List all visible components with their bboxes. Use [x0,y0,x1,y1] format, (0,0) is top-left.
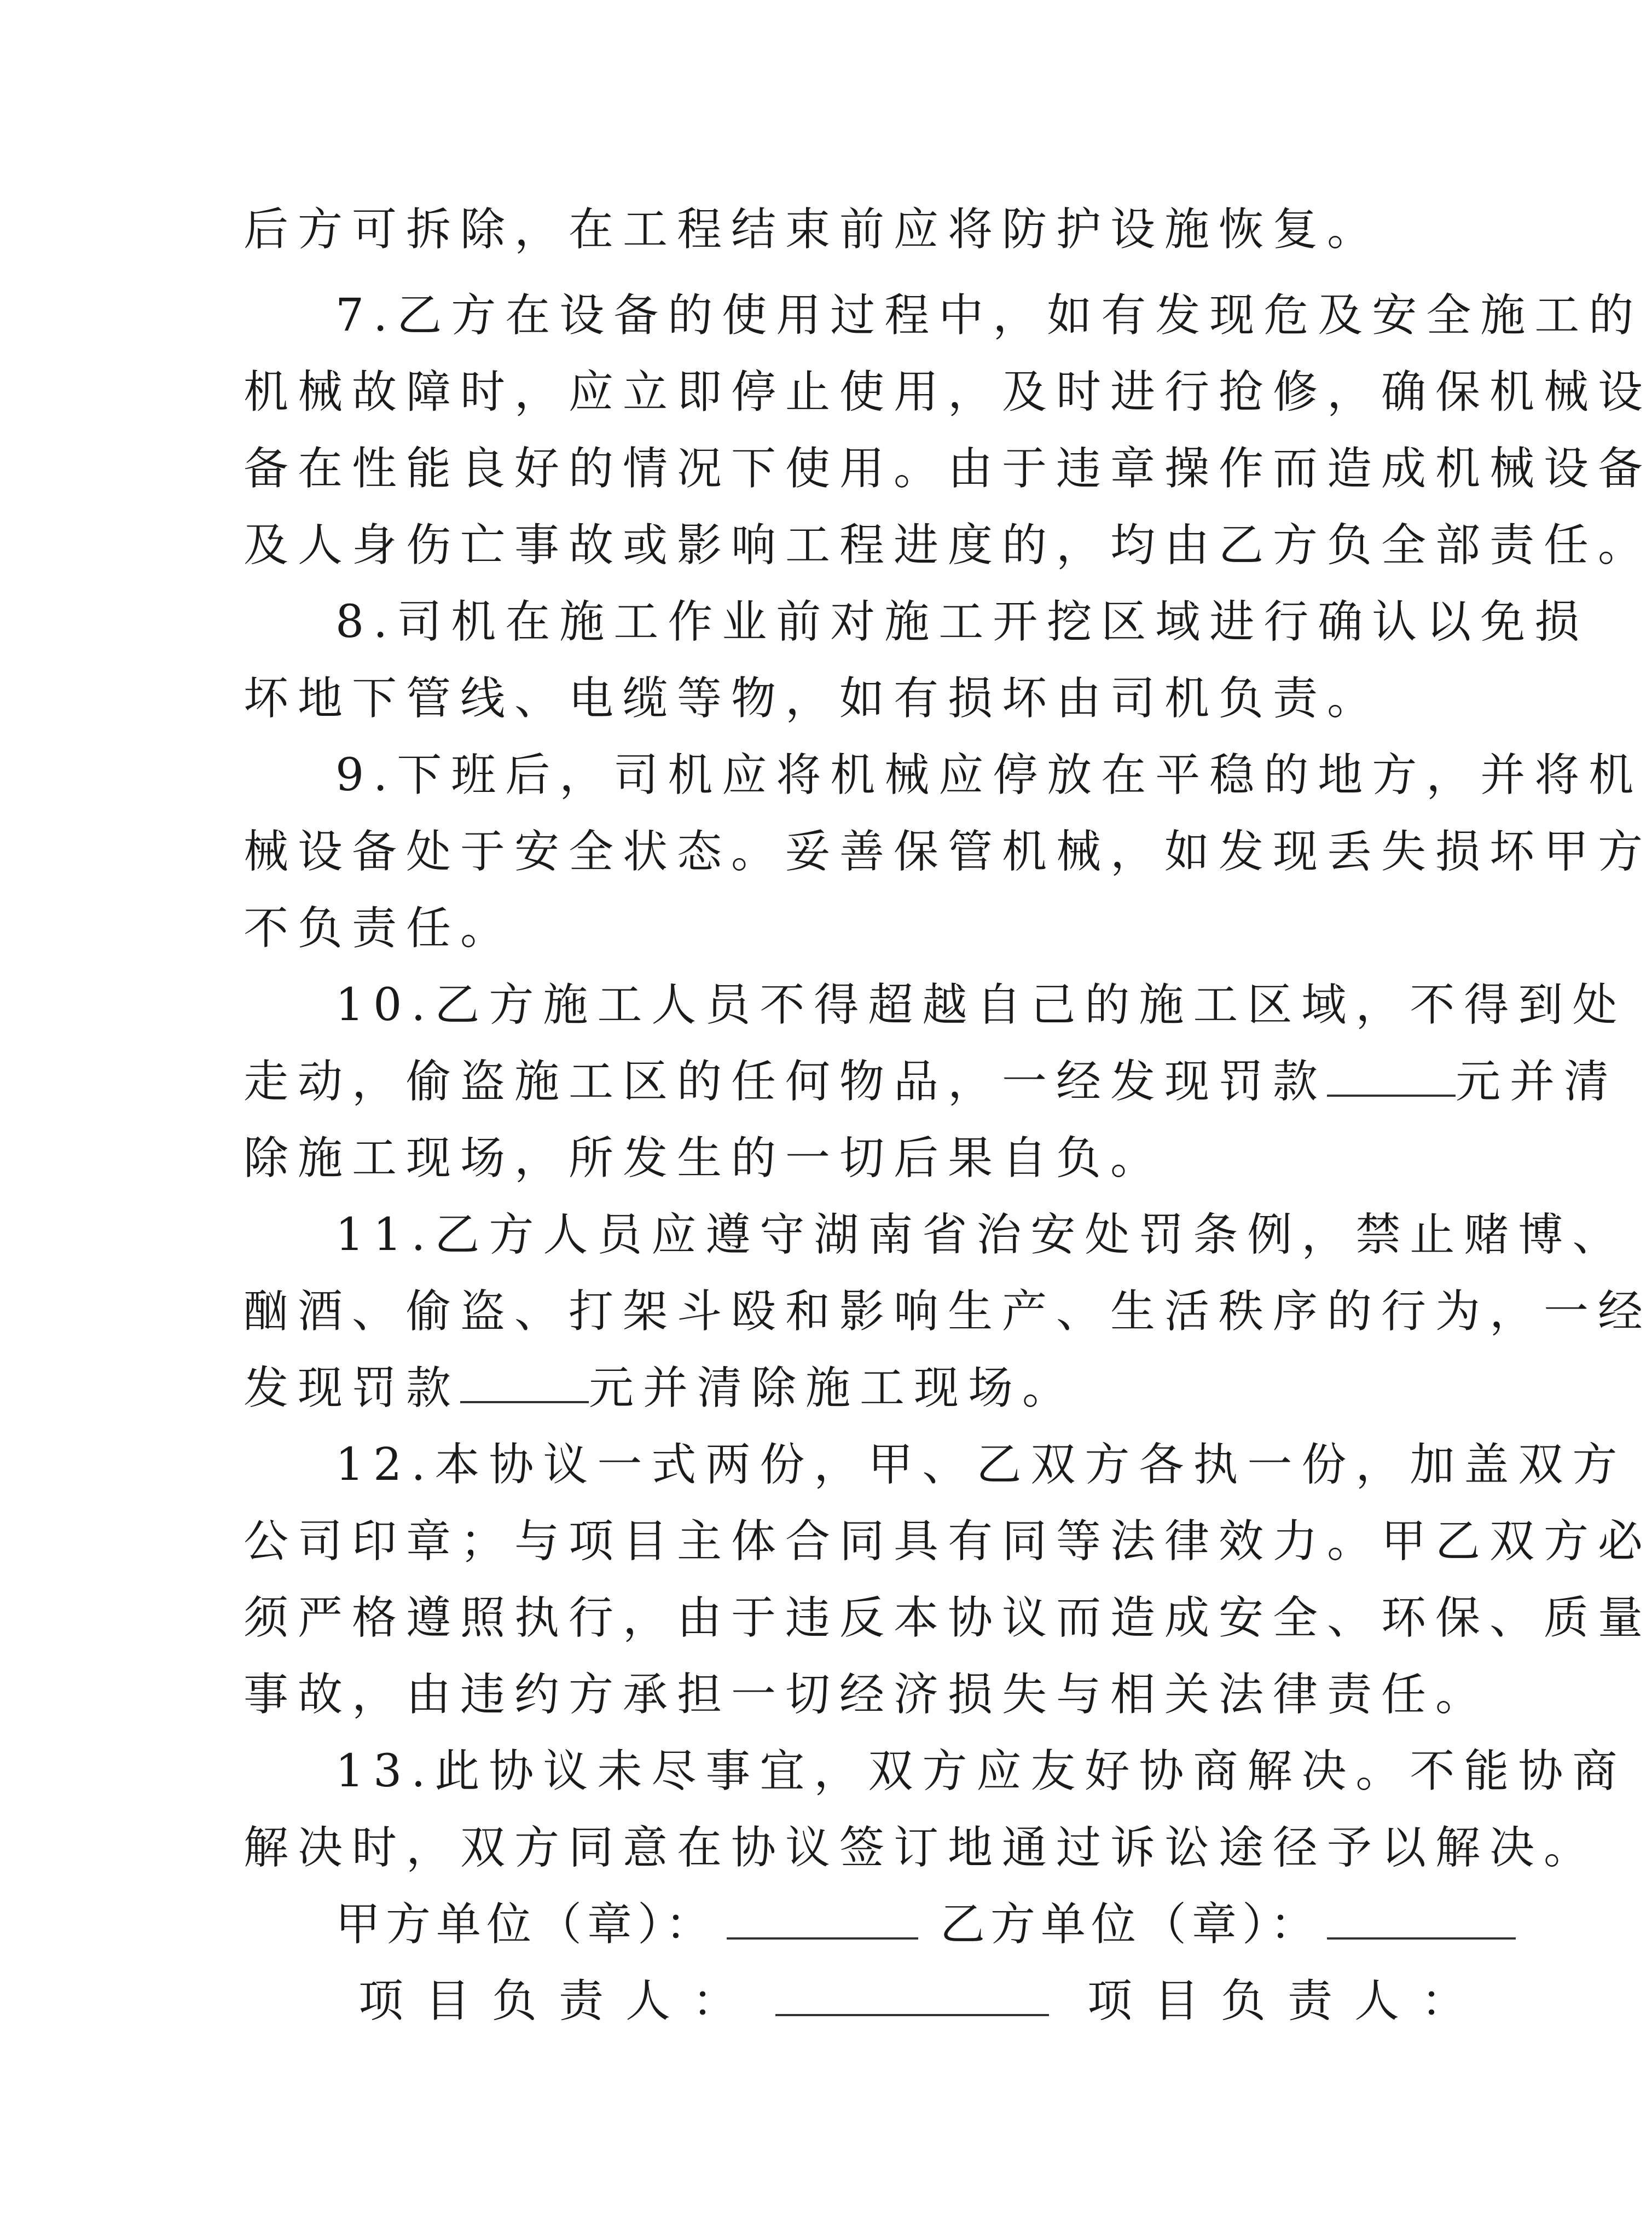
paragraph-line: 10.乙方施工人员不得超越自己的施工区域，不得到处 [335,979,1627,1031]
fine-text: 走动，偷盗施工区的任何物品，一经发现罚款 [244,1056,1328,1108]
paragraph-line: 解决时，双方同意在协议签订地通过诉讼途径予以解决。 [244,1822,1598,1874]
signature-row-unit [335,1895,1516,1955]
paragraph-line: 械设备处于安全状态。妥善保管机械，如发现丢失损坏甲方 [244,826,1652,878]
paragraph-line: 11.乙方人员应遵守湖南省治安处罚条例，禁止赌博、 [335,1209,1627,1261]
paragraph-line: 机械故障时，应立即停止使用，及时进行抢修，确保机械设 [244,366,1652,418]
paragraph-line: 12.本协议一式两份，甲、乙双方各执一份，加盖双方 [335,1439,1627,1491]
paragraph-line: 8.司机在施工作业前对施工开挖区域进行确认以免损 [335,596,1589,648]
paragraph-line: 公司印章；与项目主体合同具有同等法律效力。甲乙双方必 [244,1515,1652,1567]
paragraph-line: 7.乙方在设备的使用过程中，如有发现危及安全施工的 [335,290,1643,342]
paragraph-line: 9.下班后，司机应将机械应停放在平稳的地方，并将机 [335,749,1643,801]
party-a-manager-label: 项目负责人： [358,1975,760,2027]
paragraph-line: 酗酒、偷盗、打架斗殴和影响生产、生活秩序的行为，一经 [244,1286,1652,1338]
signature-row-manager [358,1971,1488,2031]
fine-amount-blank [460,1365,589,1403]
paragraph-line [244,1358,1354,1419]
party-b-unit-blank [1327,1901,1516,1940]
paragraph-line: 不负责任。 [244,902,515,954]
fine-text-end: 元并清 [1456,1056,1619,1108]
paragraph-line [244,1052,1619,1112]
paragraph-line: 备在性能良好的情况下使用。由于违章操作而造成机械设备 [244,443,1652,495]
paragraph-line: 事故，由违约方承担一切经济损失与相关法律责任。 [244,1669,1490,1721]
paragraph-line: 后方可拆除，在工程结束前应将防护设施恢复。 [244,204,1382,256]
party-a-unit-label: 甲方单位（章）： [335,1898,716,1950]
party-a-unit-blank [727,1901,918,1940]
paragraph-line: 须严格遵照执行，由于违反本协议而造成安全、环保、质量 [244,1592,1652,1644]
paragraph-line: 除施工现场，所发生的一切后果自负。 [244,1132,1165,1184]
party-b-manager-label: 项目负责人： [1087,1975,1488,2027]
paragraph-line: 13.此协议未尽事宜，双方应友好协商解决。不能协商 [335,1745,1627,1797]
fine-text: 发现罚款 [244,1362,461,1414]
fine-amount-blank [1327,1058,1456,1097]
party-a-manager-blank [775,1978,1049,2016]
party-b-unit-label: 乙方单位（章）： [940,1898,1321,1950]
fine-text-end: 元并清除施工现场。 [589,1362,1077,1414]
paragraph-line: 坏地下管线、电缆等物，如有损坏由司机负责。 [244,673,1382,725]
paragraph-line: 及人身伤亡事故或影响工程进度的，均由乙方负全部责任。 [244,519,1652,571]
